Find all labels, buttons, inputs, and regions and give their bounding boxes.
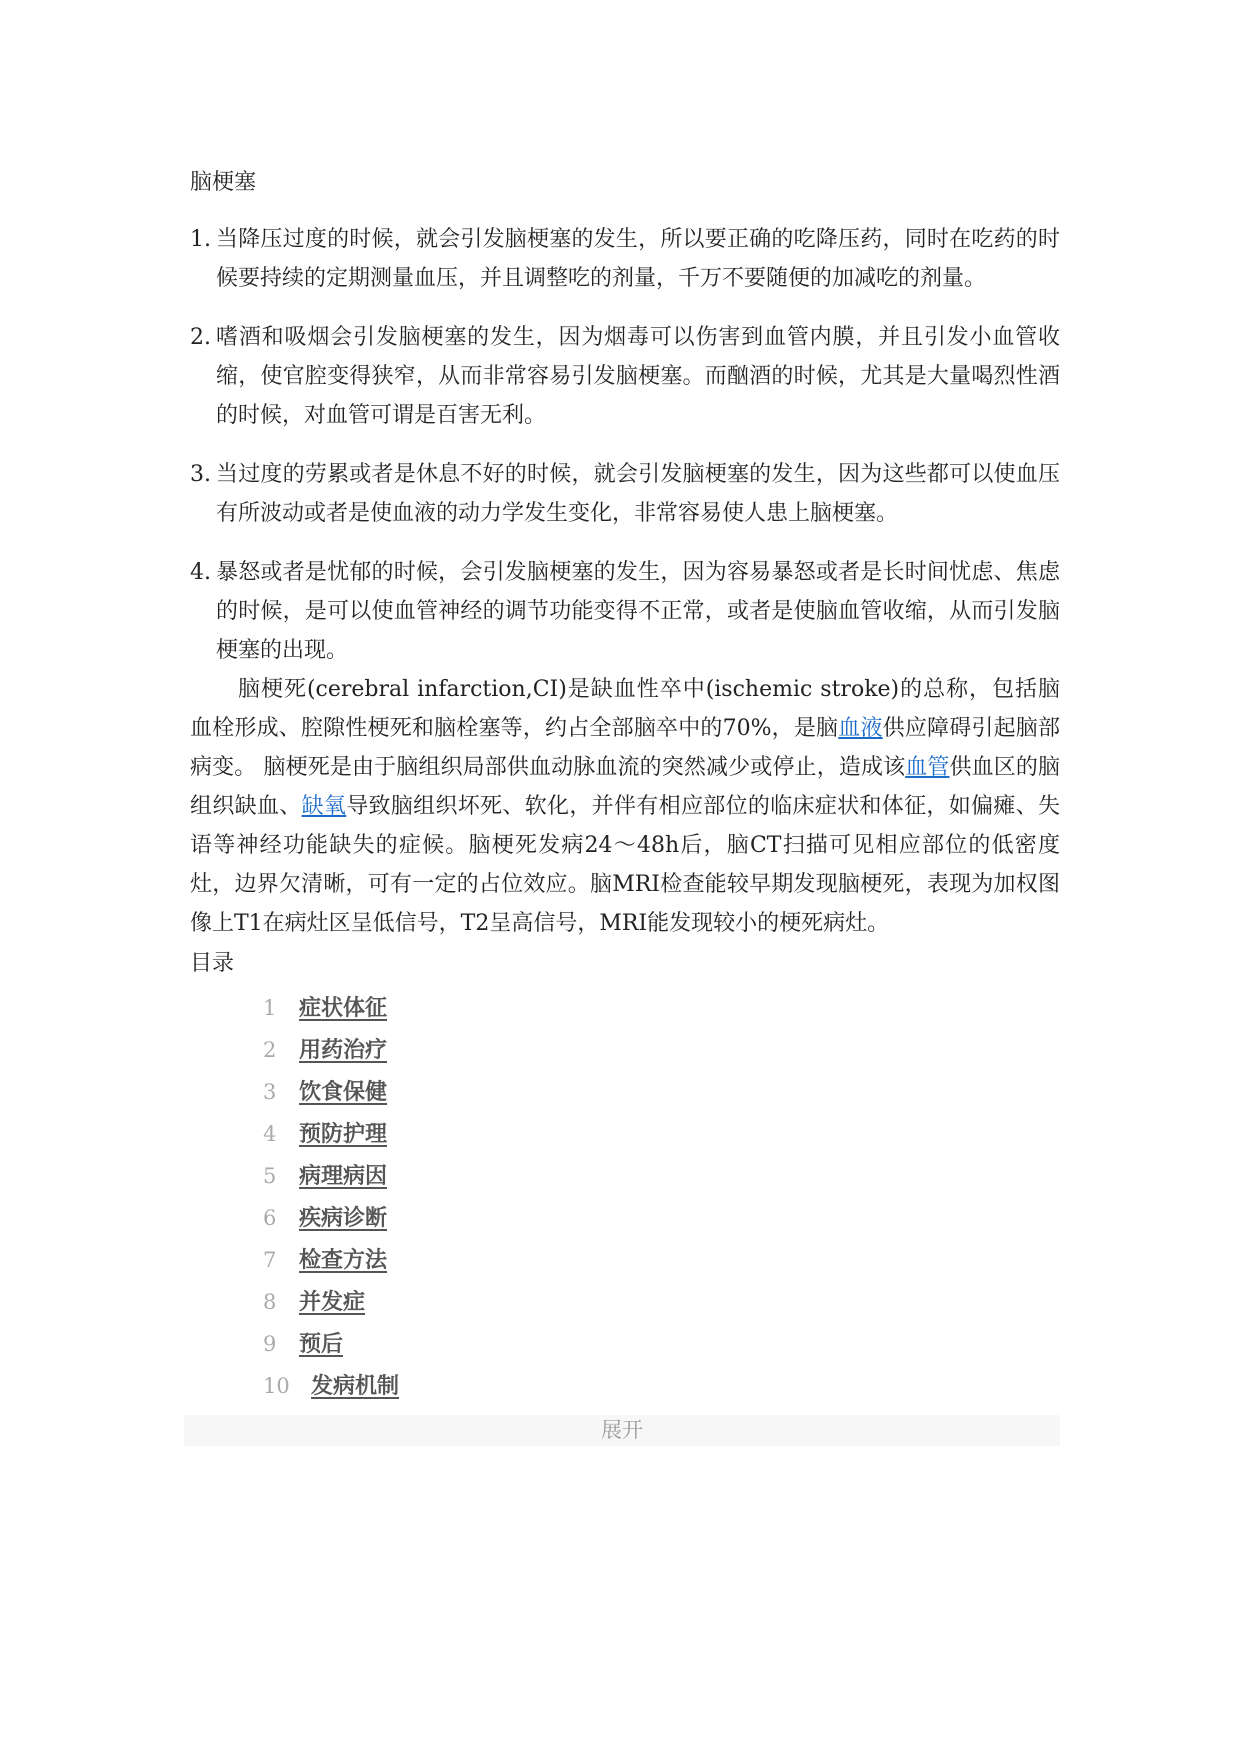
toc-item <box>263 987 1060 1029</box>
toc-item-number: 2 <box>263 1038 277 1062</box>
page-title: 脑梗塞 <box>190 170 257 195</box>
toc-link-prognosis[interactable]: 预后 <box>299 1331 344 1357</box>
toc-item <box>263 1071 1060 1113</box>
toc-item <box>263 1239 1060 1281</box>
intro-text: 供应障碍引起脑部病变。 脑梗死是由于脑组织局部供血动脉血流的突然减少或停止，造成该 <box>190 716 1060 780</box>
toc-item <box>263 1281 1060 1323</box>
list-item-number: 1. <box>190 227 211 252</box>
list-item <box>190 553 1060 670</box>
toc-link-pathology[interactable]: 病理病因 <box>299 1163 388 1189</box>
cause-list <box>190 220 1060 670</box>
list-item-number: 4. <box>190 560 211 585</box>
toc-link-prevention[interactable]: 预防护理 <box>299 1121 388 1147</box>
toc-link-complications[interactable]: 并发症 <box>299 1289 366 1315</box>
hypoxia-link[interactable]: 缺氧 <box>301 794 347 819</box>
list-item-text: 暴怒或者是忧郁的时候，会引发脑梗塞的发生，因为容易暴怒或者是长时间忧虑、焦虑的时候，是可以使血管神经的调节功能变得不正常，或者是使脑血管收缩，从而引发脑梗塞的出现。 <box>216 560 1060 663</box>
toc-item-number: 1 <box>263 996 277 1020</box>
toc-item-number: 7 <box>263 1248 277 1272</box>
intro-paragraph <box>190 670 1060 943</box>
blood-vessel-link[interactable]: 血管 <box>905 755 950 780</box>
toc-item <box>263 1155 1060 1197</box>
document-page <box>190 168 1060 1446</box>
toc-item <box>263 1323 1060 1365</box>
toc-link-mechanism[interactable]: 发病机制 <box>311 1373 400 1399</box>
toc-link-symptoms[interactable]: 症状体征 <box>299 995 388 1021</box>
list-item-number: 2. <box>190 325 211 350</box>
toc-item-number: 10 <box>263 1374 290 1398</box>
toc-item-number: 5 <box>263 1164 277 1188</box>
list-item-text: 当降压过度的时候，就会引发脑梗塞的发生，所以要正确的吃降压药，同时在吃药的时候要持续的定期测量血压，并且调整吃的剂量，千万不要随便的加减吃的剂量。 <box>216 227 1060 291</box>
list-item-text: 嗜酒和吸烟会引发脑梗塞的发生，因为烟毒可以伤害到血管内膜，并且引发小血管收缩，使官腔变得狭窄，从而非常容易引发脑梗塞。而酗酒的时候，尤其是大量喝烈性酒的时候，对血管可谓是百害无利。 <box>216 325 1060 428</box>
list-item <box>190 455 1060 533</box>
toc-link-diagnosis[interactable]: 疾病诊断 <box>299 1205 388 1231</box>
toc-link-medication[interactable]: 用药治疗 <box>299 1037 388 1063</box>
toc-item <box>263 1197 1060 1239</box>
list-item <box>190 318 1060 435</box>
toc-link-examination[interactable]: 检查方法 <box>299 1247 388 1273</box>
list-item-number: 3. <box>190 462 211 487</box>
table-of-contents <box>190 987 1060 1407</box>
list-item-text: 当过度的劳累或者是休息不好的时候，就会引发脑梗塞的发生，因为这些都可以使血压有所波动或者是使血液的动力学发生变化，非常容易使人患上脑梗塞。 <box>216 462 1060 526</box>
toc-item <box>263 1113 1060 1155</box>
intro-text: 供血区的脑组织缺血、 <box>190 755 1060 819</box>
toc-item <box>263 1029 1060 1071</box>
toc-item-number: 3 <box>263 1080 277 1104</box>
toc-item-number: 4 <box>263 1122 277 1146</box>
toc-item-number: 8 <box>263 1290 277 1314</box>
toc-link-diet[interactable]: 饮食保健 <box>299 1079 388 1105</box>
expand-button[interactable]: 展开 <box>184 1415 1060 1446</box>
intro-text: 导致脑组织坏死、软化，并伴有相应部位的临床症状和体征，如偏瘫、失语等神经功能缺失的症候。脑梗死发病24～48h后，脑CT扫描可见相应部位的低密度灶，边界欠清晰，可有一定的占位效应。脑MRI检查能较早期发现脑梗死，表现为加权图像上T1在病灶区呈低信号，T2呈高信号，MRI能发现较小的梗死病灶。 <box>190 794 1060 936</box>
intro-text: 脑梗死(cerebral infarction,CI)是缺血性卒中(ischemic stroke)的总称，包括脑血栓形成、腔隙性梗死和脑栓塞等，约占全部脑卒中的70%，是脑 <box>190 677 1060 741</box>
toc-item-number: 9 <box>263 1332 277 1356</box>
blood-link[interactable]: 血液 <box>838 716 883 741</box>
list-item <box>190 220 1060 298</box>
toc-item <box>263 1365 1060 1407</box>
toc-heading: 目录 <box>190 951 235 976</box>
toc-item-number: 6 <box>263 1206 277 1230</box>
